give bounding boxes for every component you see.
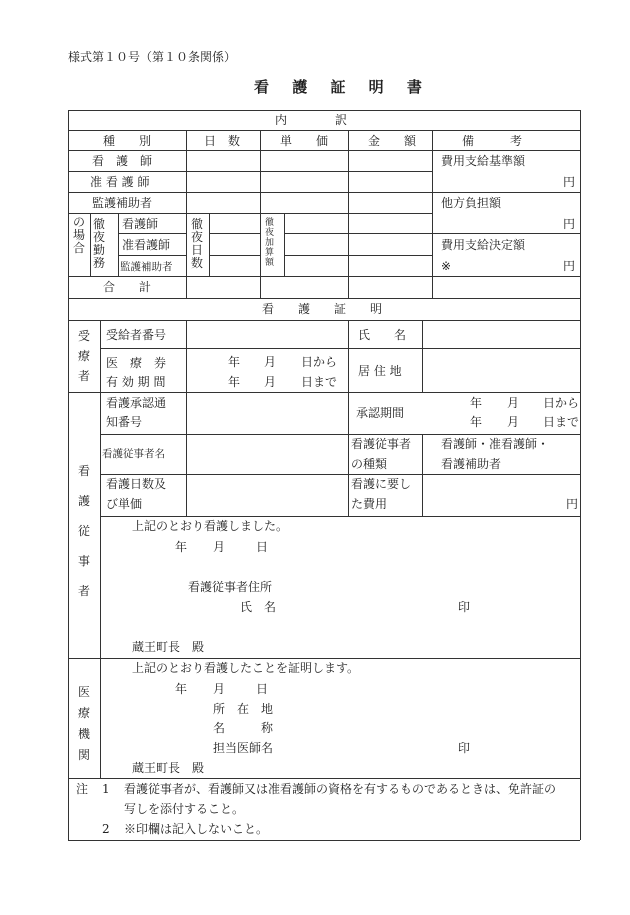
- night-row-nurse: 看護師: [122, 217, 159, 231]
- recipient-id-label: 受給者番号: [106, 328, 167, 342]
- medical-addressee: 蔵王町長 殿: [132, 761, 205, 775]
- note-1-text-1: 看護従事者が、看護師又は准看護師の資格を有するものであるときは、免許証の: [124, 782, 557, 796]
- night-label-col2: 徹 夜 勤 務: [93, 217, 106, 270]
- header-remarks: 備 考: [462, 134, 523, 148]
- period-from: 日から: [543, 396, 580, 410]
- header-unit-price: 単 価: [280, 134, 329, 148]
- ticket-month-from: 月: [264, 355, 277, 369]
- period-until: 日まで: [543, 415, 580, 429]
- period-year-until: 年: [470, 415, 483, 429]
- decision-amount-unit: 円: [563, 259, 576, 273]
- medical-date-day: 日: [256, 682, 269, 696]
- medical-seal: 印: [458, 741, 471, 755]
- note-2-text: ※印欄は記入しないこと。: [124, 822, 269, 836]
- ticket-label-2: 有 効 期 間: [106, 375, 166, 389]
- caregiver-date-day: 日: [256, 540, 269, 554]
- header-amount: 金 額: [368, 134, 417, 148]
- approval-label-1: 看護承認通: [106, 396, 167, 410]
- caregiver-statement: 上記のとおり看護しました。: [132, 519, 289, 533]
- cost-label-1: 看護に要し: [351, 477, 412, 491]
- period-year-from: 年: [470, 396, 483, 410]
- medical-date-year: 年: [175, 682, 188, 696]
- form-number: 様式第１０号（第１０条関係）: [68, 50, 237, 64]
- medical-statement: 上記のとおり看護したことを証明します。: [132, 661, 360, 675]
- caregiver-kind-value-2: 看護補助者: [441, 457, 502, 471]
- ticket-label-1: 医 療 券: [106, 356, 167, 370]
- night-days-label: 徹 夜 日 数: [191, 217, 204, 270]
- decision-mark: ※: [441, 259, 452, 273]
- row-supervised-assistant: 監護補助者: [92, 196, 153, 210]
- days-label-1: 看護日数及: [106, 477, 167, 491]
- medical-section-label: 医 療 機 関: [78, 685, 91, 762]
- certification-heading: 看 護 証 明: [262, 302, 383, 316]
- other-burden-label: 他方負担額: [441, 196, 502, 210]
- days-label-2: び単価: [106, 497, 143, 511]
- caregiver-address-label: 看護従事者住所: [188, 580, 273, 594]
- medical-location: 所 在 地: [213, 702, 274, 716]
- caregiver-date-year: 年: [175, 540, 188, 554]
- row-nurse: 看 護 師: [92, 154, 153, 168]
- cost-label-2: た費用: [351, 497, 388, 511]
- recipient-name-label: 氏 名: [358, 328, 407, 342]
- caregiver-kind-label-1: 看護従事者: [351, 437, 412, 451]
- caregiver-date-month: 月: [213, 540, 226, 554]
- decision-amount-label: 費用支給決定額: [441, 238, 526, 252]
- caregiver-section-label: 看 護 従 事 者: [78, 464, 91, 598]
- ticket-year-until: 年: [228, 375, 241, 389]
- medical-date-month: 月: [213, 682, 226, 696]
- medical-name: 名 称: [213, 721, 274, 735]
- night-row-supervised-assistant: 監護補助者: [120, 261, 173, 273]
- caregiver-name-label: 看護従事者名: [102, 448, 165, 460]
- caregiver-addressee: 蔵王町長 殿: [132, 640, 205, 654]
- breakdown-heading: 内 訳: [275, 113, 348, 127]
- period-month-from: 月: [507, 396, 520, 410]
- ticket-until: 日まで: [301, 375, 338, 389]
- caregiver-signature-name: 氏 名: [240, 600, 277, 614]
- ticket-from: 日から: [301, 355, 338, 369]
- medical-doctor: 担当医師名: [213, 741, 274, 755]
- base-amount-unit: 円: [563, 175, 576, 189]
- caregiver-seal: 印: [458, 600, 471, 614]
- other-burden-unit: 円: [563, 217, 576, 231]
- caregiver-kind-label-2: の種類: [351, 457, 388, 471]
- notes-label: 注: [76, 782, 89, 796]
- night-price-label: 徹 夜 加 算 額: [265, 218, 275, 268]
- form-title: 看 護 証 明 書: [254, 78, 431, 96]
- period-month-until: 月: [507, 415, 520, 429]
- approval-period-label: 承認期間: [356, 406, 405, 420]
- base-amount-label: 費用支給基準額: [441, 154, 526, 168]
- caregiver-kind-value-1: 看護師・准看護師・: [441, 437, 550, 451]
- header-days: 日 数: [204, 134, 241, 148]
- night-row-assistant-nurse: 准看護師: [122, 238, 171, 252]
- address-label: 居 住 地: [358, 364, 402, 378]
- night-label-col3: の 場 合: [73, 215, 86, 255]
- approval-label-2: 知番号: [106, 415, 143, 429]
- ticket-month-until: 月: [264, 375, 277, 389]
- note-1-text-2: 写しを添付すること。: [124, 802, 245, 816]
- cost-unit: 円: [566, 497, 579, 511]
- row-assistant-nurse: 准 看 護 師: [90, 175, 150, 189]
- ticket-year-from: 年: [228, 355, 241, 369]
- note-2-number: 2: [102, 822, 110, 836]
- note-1-number: 1: [102, 782, 110, 796]
- recipient-section-label: 受 療 者: [78, 329, 91, 383]
- header-type: 種 別: [103, 134, 152, 148]
- total-label: 合 計: [103, 280, 152, 294]
